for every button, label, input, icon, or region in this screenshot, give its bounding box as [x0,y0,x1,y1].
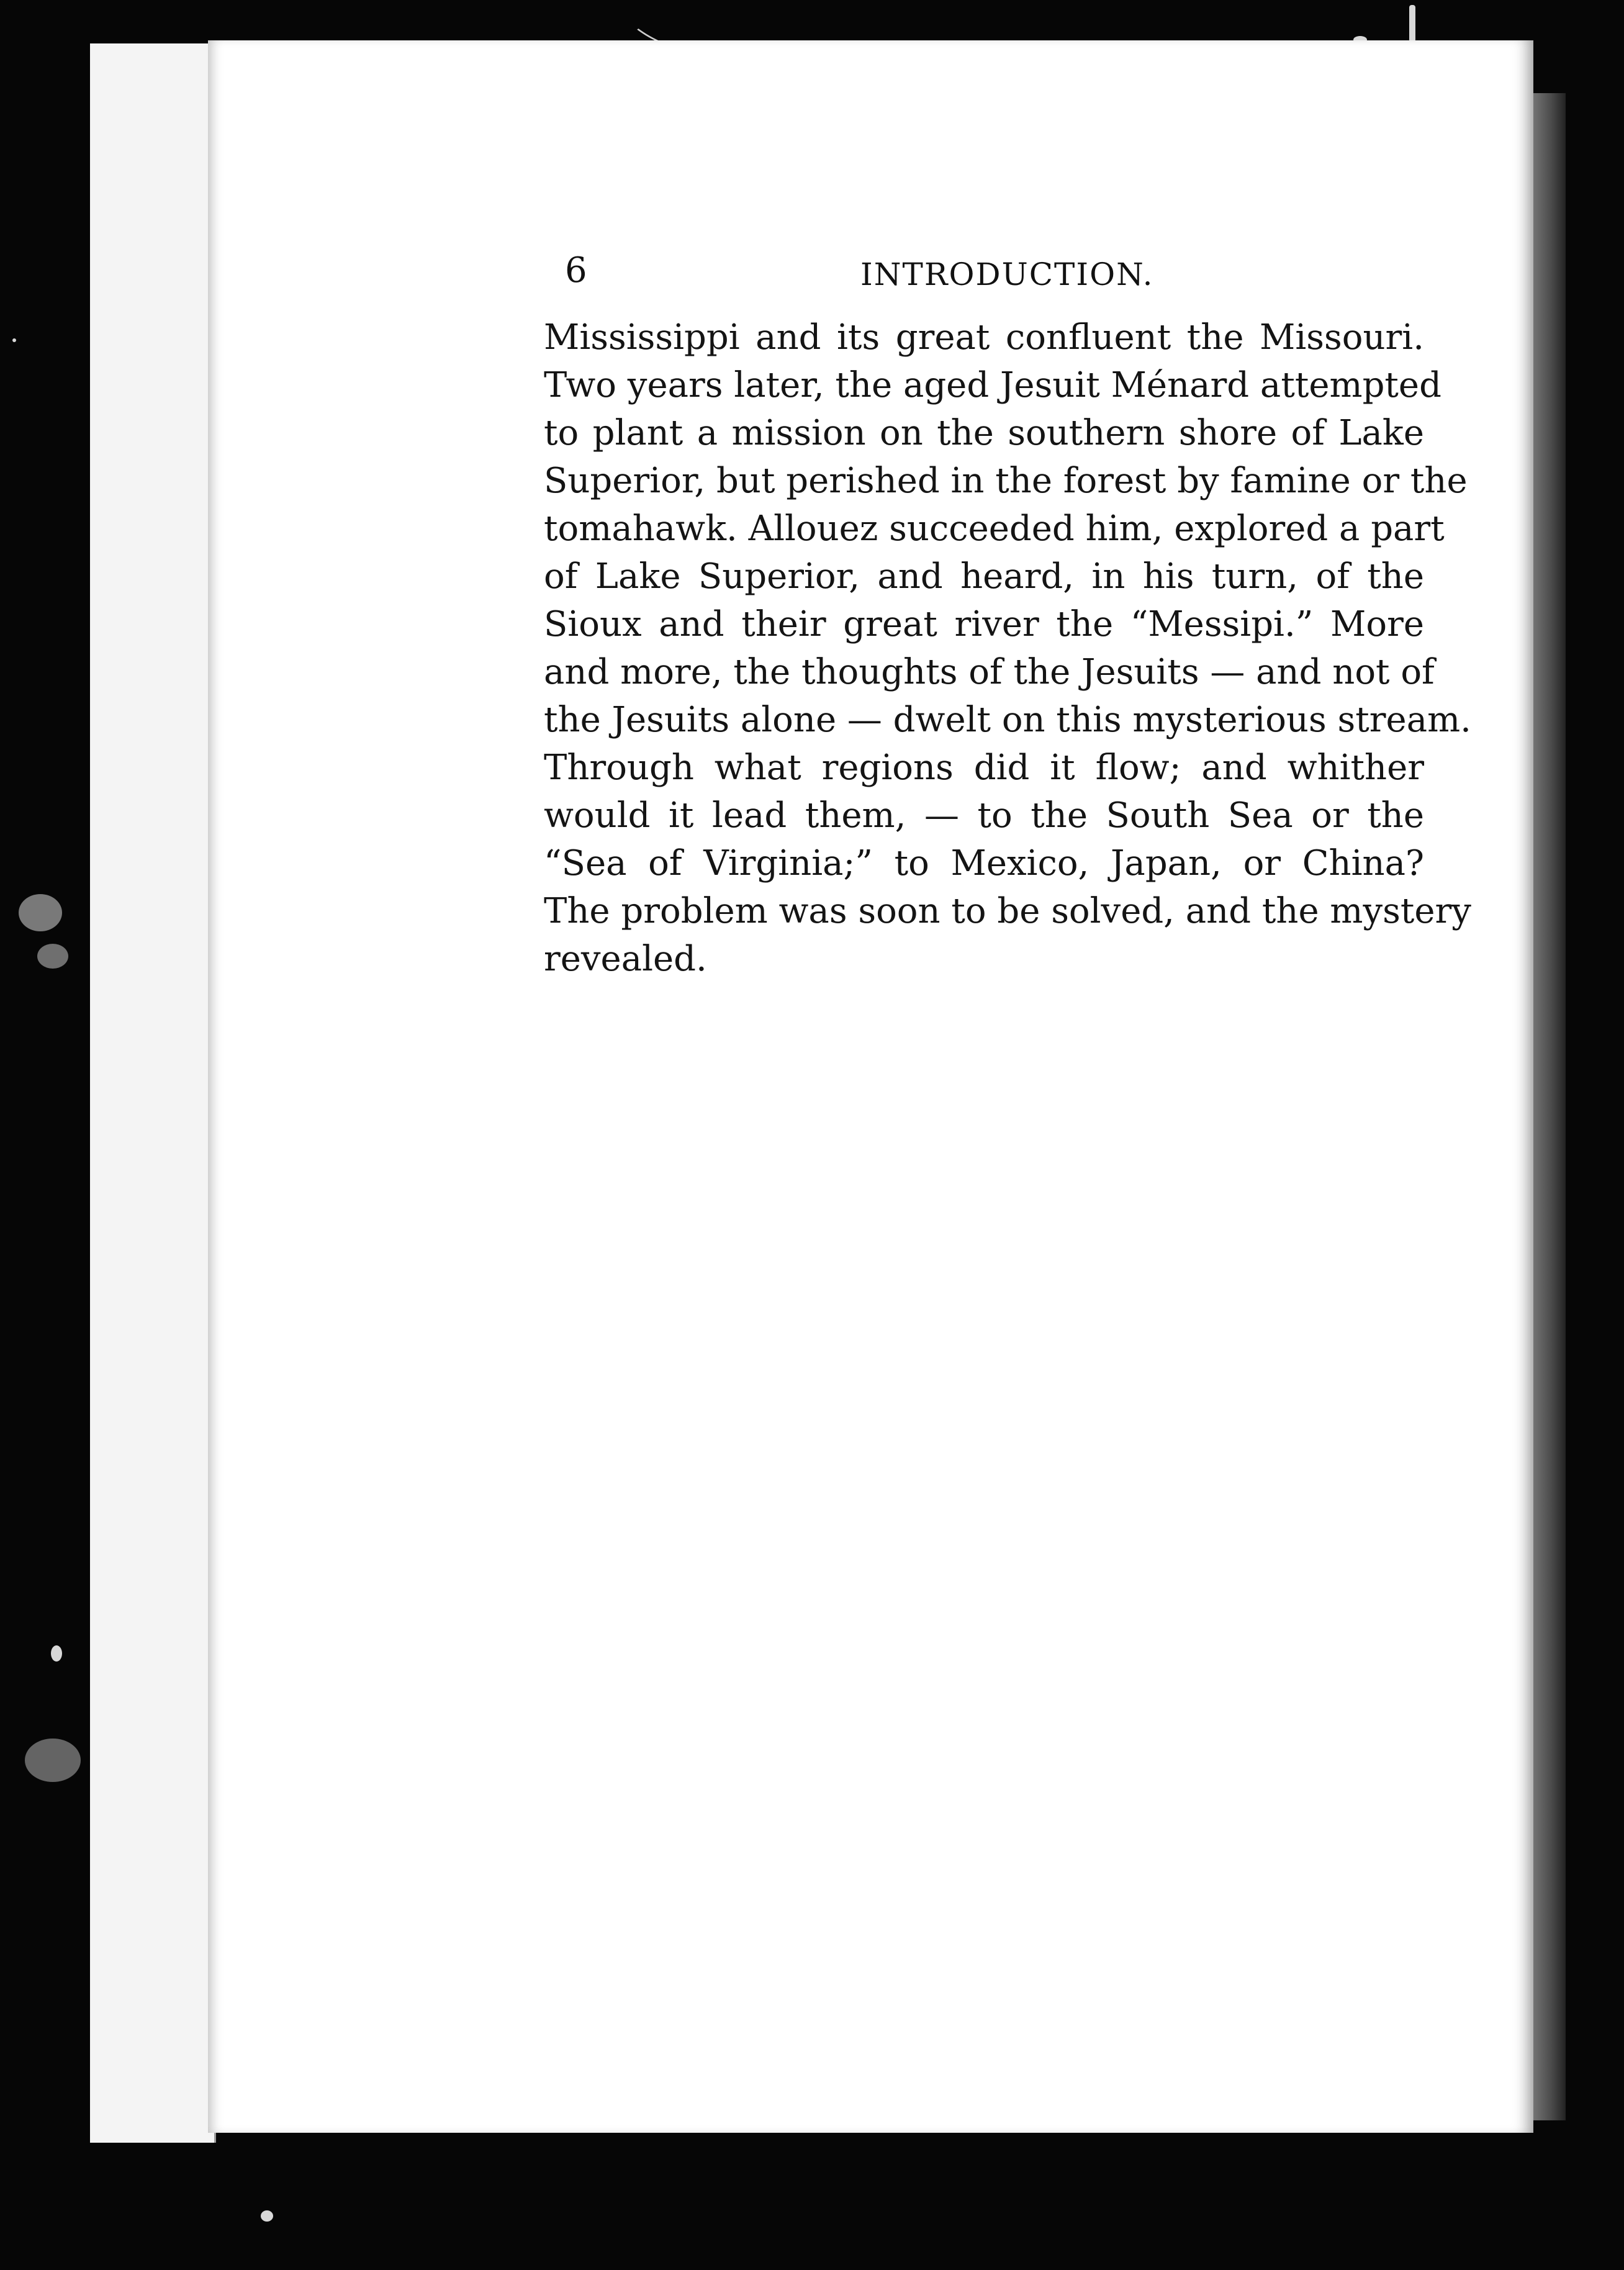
text-line: revealed. [544,939,707,979]
dust-speck [12,338,16,342]
dust-speck [261,2210,273,2222]
text-line: the Jesuits alone — dwelt on this mysterious stream. [544,700,1471,740]
body-text [544,314,1471,983]
page-edge [90,43,117,2143]
text-line: Mississippi and its great confluent the Missouri. [544,317,1424,358]
text-line: tomahawk. Allouez succeeded him, explored a part [544,509,1445,549]
text-line: to plant a mission on the southern shore of Lake [544,413,1424,453]
dust-speck [51,1645,62,1662]
dust-speck [19,894,62,931]
running-head: INTRODUCTION. [860,256,1154,292]
text-line: Sioux and their great river the “Messipi.” More [544,604,1424,644]
text-line: and more, the thoughts of the Jesuits — and not of [544,652,1435,692]
text-line: Through what regions did it flow; and whither [544,748,1424,788]
text-line: The problem was soon to be solved, and the mystery [544,891,1471,931]
text-line: “Sea of Virginia;” to Mexico, Japan, or China? [544,843,1424,884]
text-line: of Lake Superior, and heard, in his turn, of the [544,556,1424,597]
dust-speck [1409,5,1415,42]
page-edge [115,43,142,2143]
dust-speck [37,944,68,969]
text-line: Superior, but perished in the forest by famine or the [544,461,1468,501]
dust-speck [25,1739,81,1782]
text-line: Two years later, the aged Jesuit Ménard attempted [544,365,1441,405]
page-edge [165,43,191,2143]
page-edge [140,43,166,2143]
page-header [565,250,1425,300]
text-line: would it lead them, — to the South Sea or the [544,795,1424,836]
page-number: 6 [565,250,587,291]
